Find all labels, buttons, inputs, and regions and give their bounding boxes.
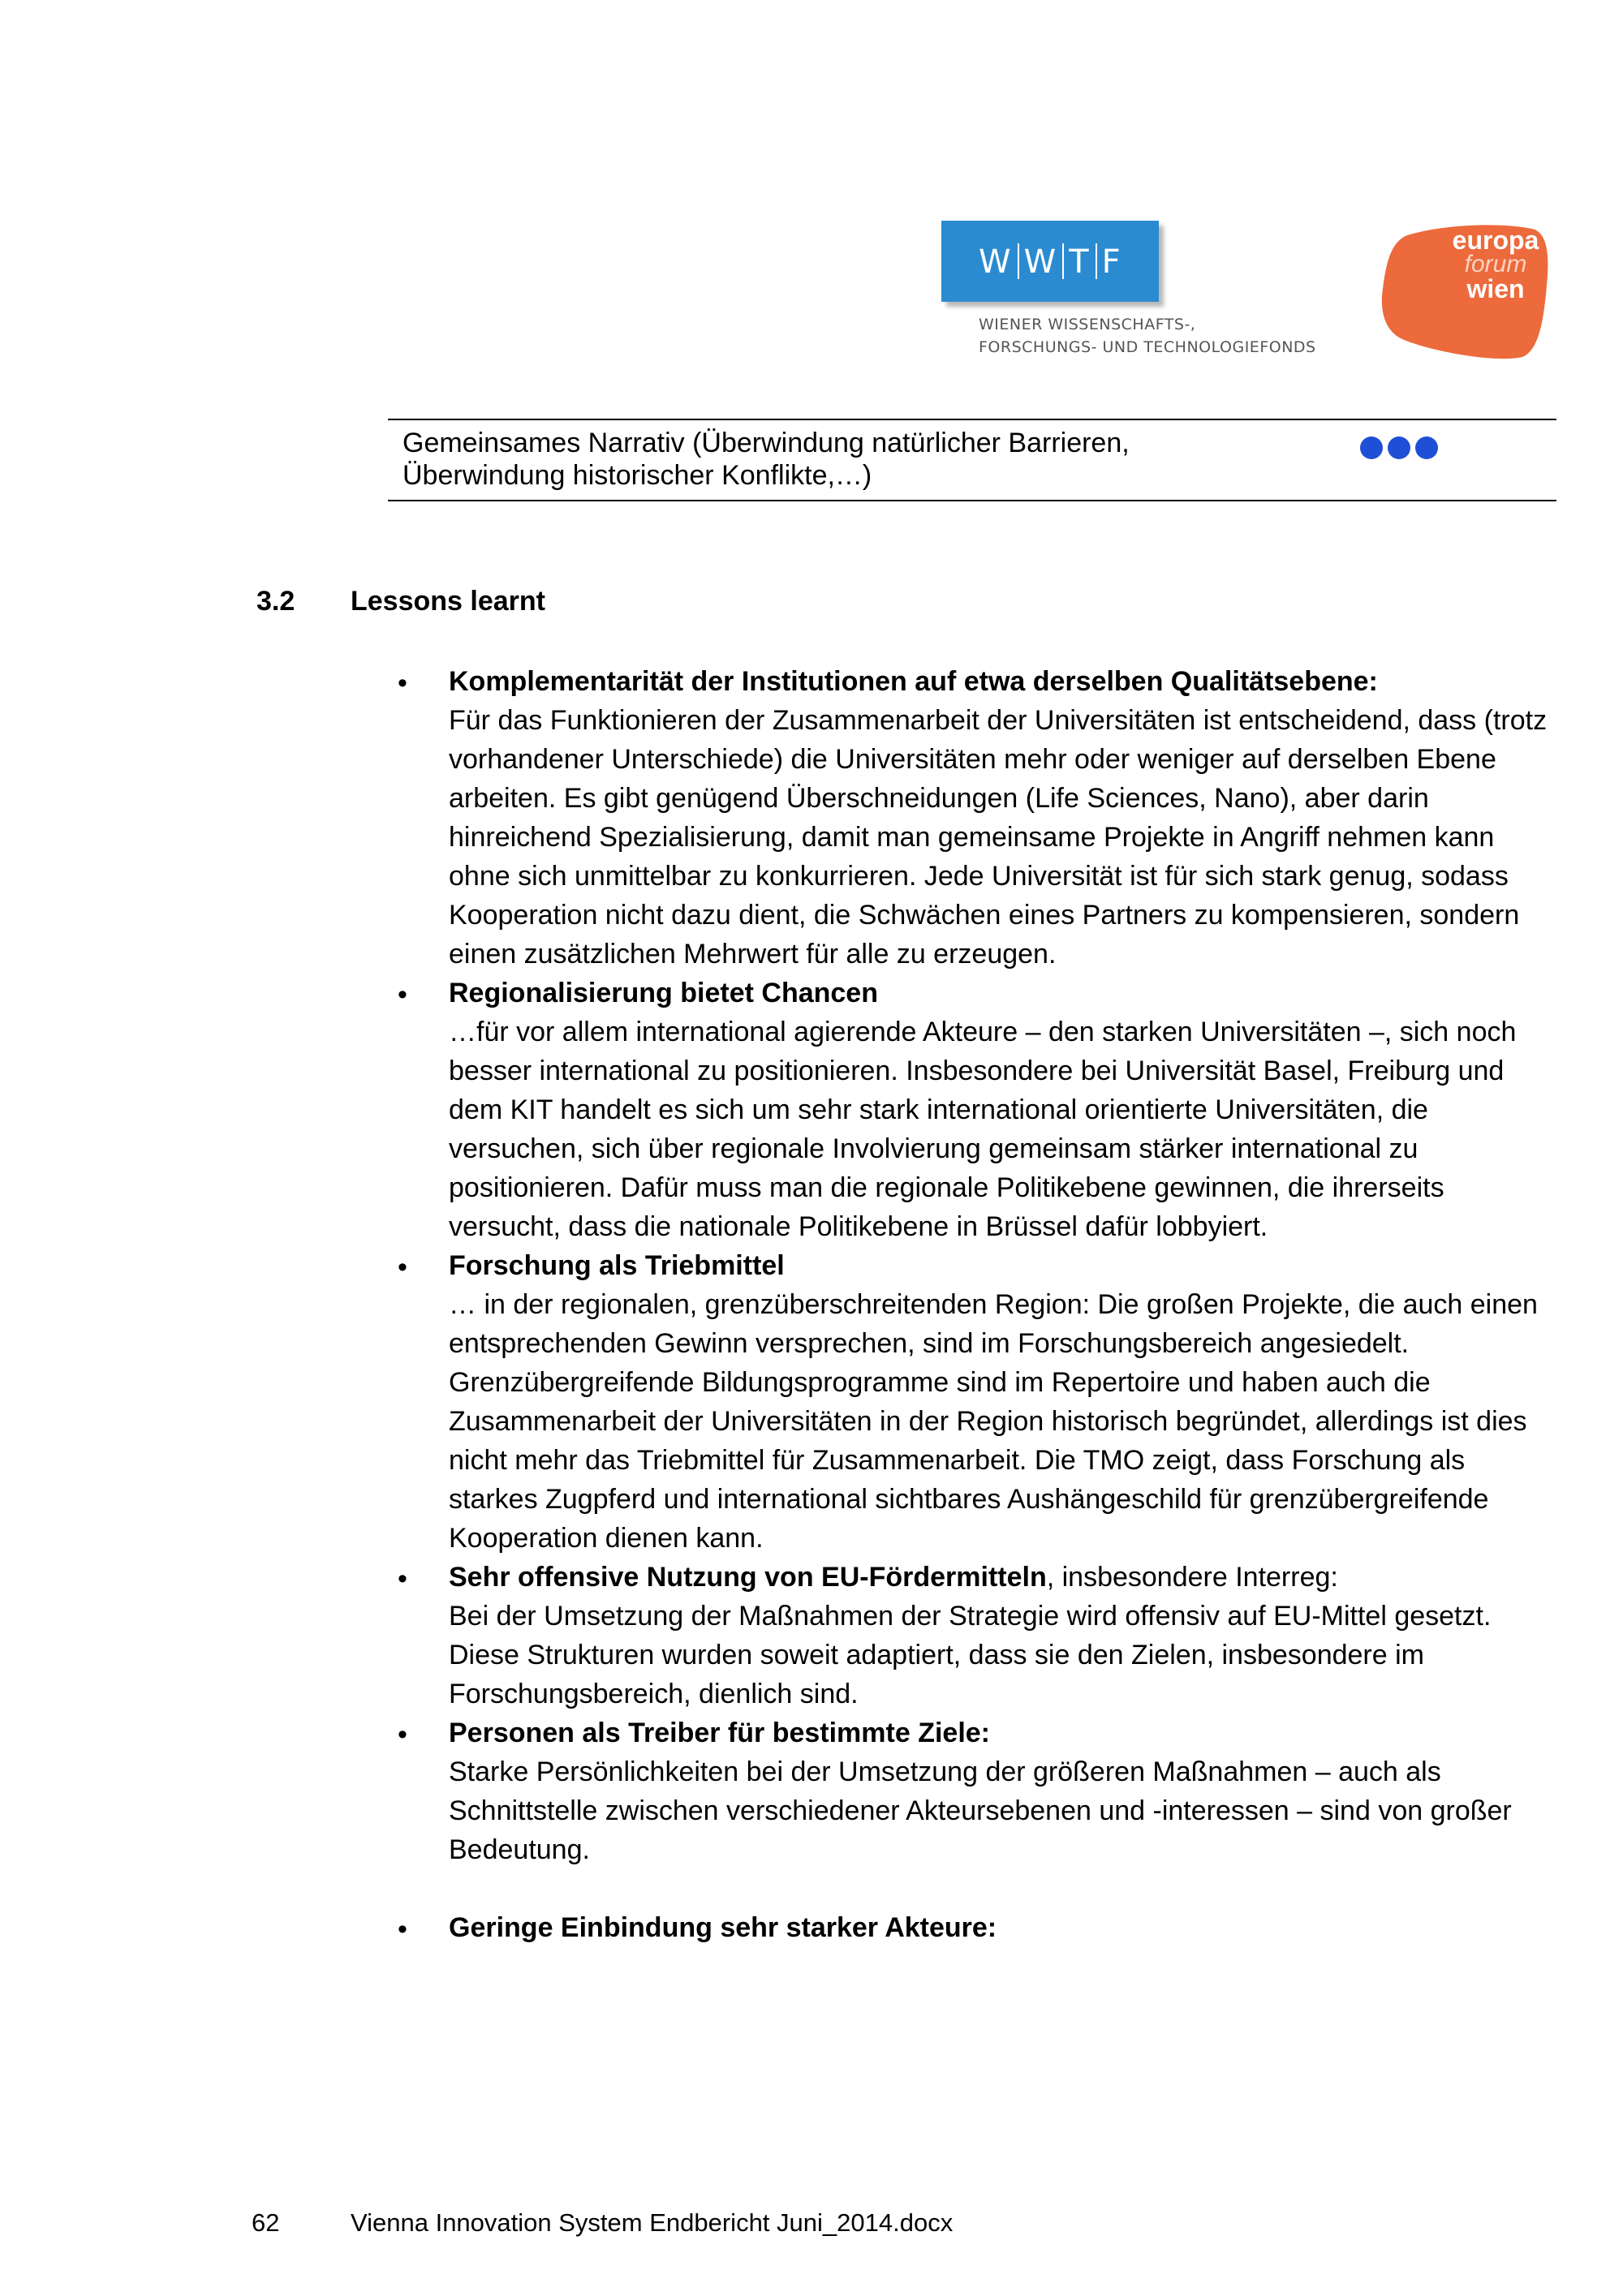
lesson-heading	[449, 1713, 1552, 1752]
wwtf-subtitle-line: FORSCHUNGS- UND TECHNOLOGIEFONDS	[979, 338, 1316, 356]
table-top-rule	[388, 419, 1556, 420]
table-row-line: Überwindung historischer Konflikte,…)	[403, 460, 872, 491]
wwtf-separator	[1018, 243, 1019, 279]
wwtf-subtitle-line: WIENER WISSENSCHAFTS-,	[979, 316, 1196, 333]
list-item	[0, 1908, 1552, 1947]
footer-document-title: Vienna Innovation System Endbericht Juni_2014.docx	[351, 2208, 954, 2237]
lesson-heading	[449, 974, 1552, 1013]
wwtf-logo-letters	[979, 243, 1122, 281]
lesson-heading	[449, 1908, 1552, 1947]
bullet-icon: •	[398, 979, 407, 1010]
wwtf-letter: T	[1069, 243, 1091, 281]
lesson-body: …für vor allem international agierende Akteure – den starken Universitäten –, sich noch besser international zu positionieren. Insbesondere bei Universität Basel, Freiburg und dem KIT handelt es sich um sehr stark international orientierte Universitäten, die versuchen, sich über regionale Involvierung gemeinsam stärker international zu positionieren. Dafür muss man die regionale Politikebene gewinnen, die ihrerseits versucht, dass die nationale Politikebene in Brüssel dafür lobbyiert.	[449, 1017, 1517, 1242]
bullet-icon: •	[398, 1914, 407, 1945]
lesson-body: Starke Persönlichkeiten bei der Umsetzung der größeren Maßnahmen – auch als Schnittstelle zwischen verschiedener Akteursebenen und -interessen – sind von großer Bedeutung.	[449, 1756, 1512, 1865]
section-number: 3.2	[256, 586, 295, 617]
table-row-line: Gemeinsames Narrativ (Überwindung natürlicher Barrieren,	[403, 428, 1130, 458]
lesson-body: Für das Funktionieren der Zusammenarbeit der Universitäten ist entscheidend, dass (trotz vorhandener Unterschiede) die Universitäten mehr oder weniger auf derselben Ebene arbeiten. Es gibt genügend Überschneidungen (Life Sciences, Nano), aber darin hinreichend Spezialisierung, damit man gemeinsame Projekte in Angriff nehmen kann ohne sich unmittelbar zu konkurrieren. Jede Universität ist für sich stark genug, sodass Kooperation nicht dazu dient, die Schwächen eines Partners zu kompensieren, sondern einen zusätzlichen Mehrwert für alle zu erzeugen.	[449, 705, 1548, 970]
europa-forum-logo-text	[1451, 227, 1540, 302]
section-title: Lessons learnt	[351, 586, 545, 617]
lessons-list	[0, 662, 1623, 1947]
lesson-heading	[449, 1558, 1552, 1597]
wwtf-letter: F	[1101, 243, 1122, 281]
lesson-heading	[449, 1246, 1552, 1285]
lesson-body: … in der regionalen, grenzüberschreitenden Region: Die großen Projekte, die auch einen entsprechenden Gewinn versprechen, sind im Forschungsbereich angesiedelt. Grenzübergreifende Bildungsprogramme sind im Repertoire und haben auch die Zusammenarbeit der Universitäten in der Region historisch begründet, allerdings ist dies nicht mehr das Triebmittel für Zusammenarbeit. Die TMO zeigt, dass Forschung als starkes Zugpferd und international sichtbares Aushängeschild für grenzübergreifende Kooperation dienen kann.	[449, 1289, 1538, 1554]
europa-logo-line: europa	[1452, 226, 1539, 255]
list-item	[0, 662, 1552, 974]
wwtf-letter: W	[1023, 243, 1058, 281]
list-item	[0, 1558, 1552, 1713]
list-item	[0, 974, 1552, 1246]
table-bottom-rule	[388, 500, 1556, 501]
list-item	[0, 1713, 1552, 1869]
wwtf-separator	[1096, 243, 1097, 279]
bullet-icon: •	[398, 668, 407, 699]
lesson-heading-tail: , insbesondere Interreg:	[1046, 1562, 1338, 1593]
europa-logo-line: wien	[1466, 274, 1525, 303]
bullet-icon: •	[398, 1563, 407, 1594]
bullet-icon: •	[398, 1252, 407, 1283]
wwtf-logo-subtitle	[979, 313, 1316, 359]
lesson-heading-text: Sehr offensive Nutzung von EU-Fördermitteln	[449, 1562, 1047, 1593]
wwtf-separator	[1062, 243, 1064, 279]
lesson-heading-text: Personen als Treiber für bestimmte Ziele:	[449, 1718, 991, 1748]
rating-dot-icon	[1388, 436, 1410, 459]
list-item	[0, 1246, 1552, 1558]
lesson-heading-text: Geringe Einbindung sehr starker Akteure:	[449, 1912, 997, 1943]
rating-dot-icon	[1415, 436, 1438, 459]
lesson-heading	[449, 662, 1552, 701]
table-row-text	[403, 427, 1295, 492]
list-spacer	[0, 1869, 1623, 1908]
rating-dot-icon	[1360, 436, 1383, 459]
lesson-heading-text: Regionalisierung bietet Chancen	[449, 978, 878, 1008]
lesson-body: Bei der Umsetzung der Maßnahmen der Strategie wird offensiv auf EU-Mittel gesetzt. Diese Strukturen wurden soweit adaptiert, dass sie den Zielen, insbesondere im Forschungsbereich, dienlich sind.	[449, 1601, 1492, 1709]
lesson-heading-text: Forschung als Triebmittel	[449, 1250, 785, 1281]
lesson-heading-text: Komplementarität der Institutionen auf etwa derselben Qualitätsebene:	[449, 666, 1378, 697]
wwtf-logo	[941, 221, 1159, 302]
wwtf-letter: W	[979, 243, 1013, 281]
rating-dots	[1360, 436, 1443, 463]
bullet-icon: •	[398, 1719, 407, 1750]
europa-logo-line: forum	[1464, 251, 1527, 277]
page-number: 62	[252, 2208, 280, 2237]
